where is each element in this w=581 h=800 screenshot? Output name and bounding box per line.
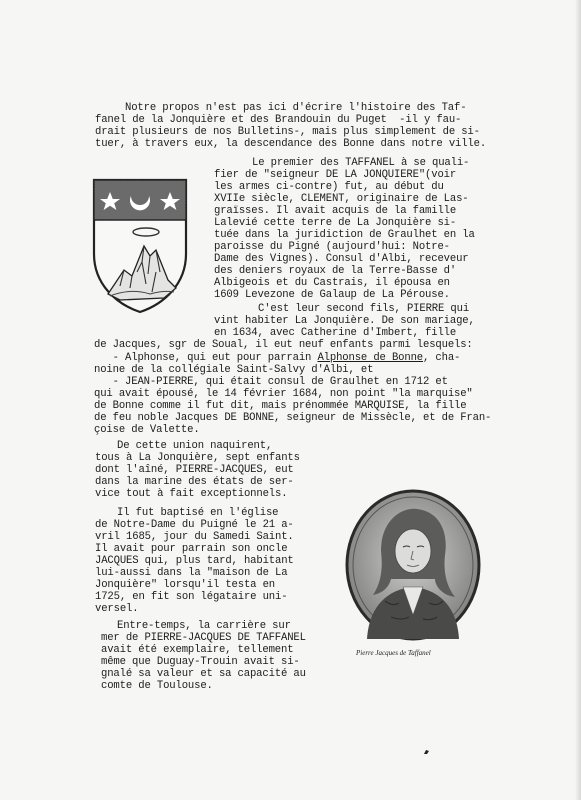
pierre-line: de Jacques, sgr de Soual, il eut neuf enfants parmi lesquels: <box>94 339 473 351</box>
bapteme-line: 1725, en fit son légataire uni- <box>95 591 288 603</box>
union-line: dont l'aîné, PIERRE-JACQUES, eut <box>95 464 294 476</box>
pierre-line <box>94 352 460 364</box>
intro-line: drait plusieurs de nos Bulletins-, mais plus simplement de si- <box>95 126 480 138</box>
clement-line: graïsses. Il avait acquis de la famille <box>214 205 457 217</box>
clement-line: Lalevié cette terre de La Jonquière si- <box>214 217 457 229</box>
carriere-line: avait été exemplaire, tellement <box>101 644 294 656</box>
bapteme-line: Jonquière" lorsqu'il testa en <box>95 579 276 591</box>
clement-line: paroisse du Pigné (aujourd'hui: Notre- <box>214 241 450 253</box>
intro-line: fanel de la Jonquière et des Brandouin du Puget -il y fau- <box>95 114 462 126</box>
clement-line: Le premier des TAFFANEL à se quali- <box>252 157 470 169</box>
pierre-line: en 1634, avec Catherine d'Imbert, fille <box>214 327 457 339</box>
carriere-line: même que Duguay-Trouin avait si- <box>101 656 300 668</box>
bapteme-line: de Notre-Dame du Puigné le 21 a- <box>95 519 294 531</box>
page-edge-shadow <box>575 0 581 800</box>
carriere-line: mer de PIERRE-JACQUES DE TAFFANEL <box>101 632 306 644</box>
bapteme-line: Il avait pour parrain son oncle <box>95 543 288 555</box>
union-line: dans la marine des états de ser- <box>95 476 294 488</box>
clement-line: XVIIe siècle, CLEMENT, originaire de Las- <box>214 193 469 205</box>
parrain-prefix: - Alphonse, qui eut pour parrain <box>94 352 318 364</box>
clement-line: les armes ci-contre) fut, au début du <box>214 181 444 193</box>
union-line: De cette union naquirent, <box>117 440 273 452</box>
intro-line: Notre propos n'est pas ici d'écrire l'histoire des Taf- <box>125 102 467 114</box>
pierre-line: çoise de Valette. <box>94 424 200 436</box>
pierre-line: qui avait épousé, le 14 février 1684, non point "la marquise" <box>94 388 473 400</box>
bapteme-line: versel. <box>95 603 139 615</box>
portrait-image <box>345 489 481 641</box>
bapteme-line: lui-aussi dans la "maison de La <box>95 567 288 579</box>
pierre-line: - JEAN-PIERRE, qui était consul de Graulhet en 1712 et <box>94 376 448 388</box>
pierre-line: de feu noble Jacques DE BONNE, seigneur de Missècle, et de Fran- <box>94 412 492 424</box>
clement-line: Dame des Vignes). Consul d'Albi, receveur <box>214 253 469 265</box>
union-line: tous à La Jonquière, sept enfants <box>95 452 300 464</box>
pierre-line: de Bonne comme il fut dit, mais prénommée MARQUISE, la fille <box>94 400 467 412</box>
intro-line: tuer, à travers eux, la descendance des Bonne dans notre ville. <box>95 138 487 150</box>
clement-line: des deniers royaux de la Terre-Basse d' <box>214 265 457 277</box>
ink-mark-icon <box>423 749 430 755</box>
union-line: vice tout à fait exceptionnels. <box>95 488 288 500</box>
parrain-name: Alphonse de Bonne <box>317 352 423 364</box>
bapteme-line: vril 1685, jour du Samedi Saint. <box>95 531 294 543</box>
pierre-line: noine de la collégiale Saint-Salvy d'Albi, et <box>94 364 374 376</box>
carriere-line: gnalé sa valeur et sa capacité au <box>101 668 306 680</box>
carriere-line: comte de Toulouse. <box>101 680 213 692</box>
clement-line: fier de "seigneur DE LA JONQUIERE"(voir <box>214 169 457 181</box>
clement-line: 1609 Levezone de Galaup de La Pérouse. <box>214 289 450 301</box>
parrain-suffix: , cha- <box>423 352 461 364</box>
bapteme-line: Il fut baptisé en l'église <box>117 507 279 519</box>
carriere-line: Entre-temps, la carrière sur <box>117 620 291 632</box>
coat-of-arms-image <box>90 176 190 316</box>
clement-line: tuée dans la juridiction de Graulhet en la <box>214 229 475 241</box>
portrait-caption: Pierre Jacques de Taffanel <box>356 649 431 657</box>
clement-line: Albigeois et du Castrais, il épousa en <box>214 277 450 289</box>
pierre-line: C'est leur second fils, PIERRE qui <box>258 303 470 315</box>
bapteme-line: JACQUES qui, plus tard, habitant <box>95 555 294 567</box>
pierre-line: vint habiter La Jonquière. De son mariage, <box>214 315 475 327</box>
